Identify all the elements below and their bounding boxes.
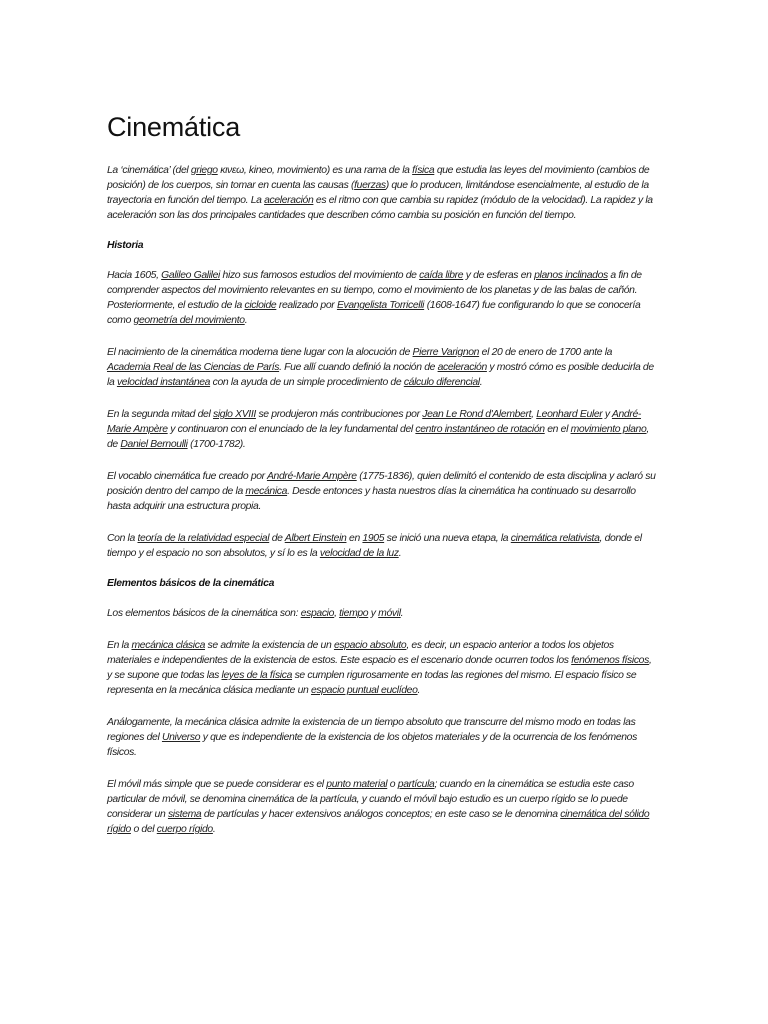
text-run: , es decir, un espacio anterior a todos los objetos materiales e independientes de la existencia de estos. Este espacio es el escenario donde ocurren todos los <box>107 640 614 666</box>
link-andré-marie-amp-re[interactable]: André-Marie Ampère <box>266 471 357 482</box>
text-run: . Desde entonces y hasta nuestros días la cinemática ha continuado su desarrollo hasta adquirir una estructura propia. <box>107 486 636 512</box>
text-run: se admite la existencia de un <box>205 640 334 651</box>
elementos-paragraph-1 <box>107 606 657 621</box>
historia-paragraph-2 <box>107 345 657 390</box>
text-run: En la segunda mitad del <box>107 409 213 420</box>
text-run: . <box>400 608 404 619</box>
text-run: y continuaron con el enunciado de la ley fundamental del <box>167 424 416 435</box>
link-cuerpo-rígido[interactable]: cuerpo rígido <box>156 824 213 835</box>
link-planos-inclinados[interactable]: planos inclinados <box>534 270 608 281</box>
text-run: realizado por <box>276 300 337 311</box>
link-móvil[interactable]: móvil <box>378 608 401 619</box>
link-teoría-de-la-relatividad-especial[interactable]: teoría de la relatividad especial <box>137 533 270 544</box>
link-fuerzas[interactable]: fuerzas <box>354 180 386 191</box>
text-run: El nacimiento de la cinemática moderna tiene lugar con la alocución de <box>107 347 413 358</box>
text-run: , de <box>107 424 649 450</box>
elementos-paragraph-4 <box>107 777 657 837</box>
text-run: y mostró cómo es posible deducirla de la <box>107 362 654 388</box>
text-run: , donde el tiempo y el espacio no son absolutos, y sí lo es la <box>107 533 642 559</box>
historia-paragraph-1 <box>107 268 657 328</box>
link-academia-real-de-las-ciencias-de-parís[interactable]: Academia Real de las Ciencias de París <box>107 362 280 373</box>
text-run: Con la <box>107 533 138 544</box>
text-run: , y se supone que todas las <box>107 655 652 681</box>
text-run: o del <box>130 824 157 835</box>
text-run: Hacia 1605, <box>107 270 162 281</box>
text-run: Análogamente, la mecánica clásica admite la existencia de un tiempo absoluto que transcurre del mismo modo en todas las regiones del <box>107 717 636 743</box>
link-cicloide[interactable]: cicloide <box>244 300 277 311</box>
link-galileo-galilei[interactable]: Galileo Galilei <box>161 270 221 281</box>
text-run: en <box>346 533 363 544</box>
text-run: κινεω, kineo, movimiento) es una rama de la <box>217 165 413 176</box>
link-caída-libre[interactable]: caída libre <box>419 270 464 281</box>
text-run: de <box>269 533 285 544</box>
link-cinemática-relativista[interactable]: cinemática relativista <box>510 533 600 544</box>
text-run: En la <box>107 640 132 651</box>
intro-paragraph <box>107 163 657 223</box>
text-run: y <box>368 608 379 619</box>
text-run: con la ayuda de un simple procedimiento de <box>210 377 404 388</box>
link-mecánica-clásica[interactable]: mecánica clásica <box>131 640 206 651</box>
section-heading-elementos: Elementos básicos de la cinemática <box>107 578 275 589</box>
link-cinemática-del-sólido-rígido[interactable]: cinemática del sólido rígido <box>107 809 650 835</box>
link-mecánica[interactable]: mecánica <box>245 486 288 497</box>
text-run: . <box>212 824 216 835</box>
historia-paragraph-4 <box>107 469 657 514</box>
text-run: el 20 de enero de 1700 ante la <box>479 347 613 358</box>
text-run: ) que lo producen, limitándose esencialmente, al estudio de la trayectoria en función del tiempo. La <box>107 180 649 206</box>
text-run: se cumplen rigurosamente en todas las regiones del mismo. El espacio físico se representa en la mecánica clásica mediante un <box>107 670 637 696</box>
page-title: Cinemática <box>107 112 241 142</box>
section-heading-historia: Historia <box>107 240 144 251</box>
link-velocidad-instantánea[interactable]: velocidad instantánea <box>116 377 211 388</box>
link-espacio-puntual-euclídeo[interactable]: espacio puntual euclídeo <box>310 685 418 696</box>
text-run: (1775-1836), quien delimitó el contenido de esta disciplina y aclaró su posición dentro del campo de la <box>107 471 656 497</box>
text-run: , <box>334 608 340 619</box>
link-velocidad-de-la-luz[interactable]: velocidad de la luz <box>319 548 399 559</box>
text-run: El móvil más simple que se puede considerar es el <box>107 779 327 790</box>
text-run: en el <box>544 424 571 435</box>
link-daniel-bernoulli[interactable]: Daniel Bernoulli <box>120 439 188 450</box>
link-fenómenos-físicos[interactable]: fenómenos físicos <box>571 655 649 666</box>
link-espacio-absoluto[interactable]: espacio absoluto <box>333 640 407 651</box>
text-run: La ‘cinemática’ (del <box>107 165 191 176</box>
link-jean-le-rond-d-alembert[interactable]: Jean Le Rond d'Alembert <box>422 409 532 420</box>
text-run: es el ritmo con que cambia su rapidez (módulo de la velocidad). La rapidez y la aceleración son las dos principales cantidades que describen cómo cambia su posición en función del tiempo. <box>107 195 653 221</box>
link-geometría-del-movimiento[interactable]: geometría del movimiento <box>133 315 245 326</box>
text-run: . <box>417 685 421 696</box>
text-run: . <box>398 548 402 559</box>
link-centro-instantáneo-de-rotación[interactable]: centro instantáneo de rotación <box>415 424 545 435</box>
text-run: y de esferas en <box>463 270 535 281</box>
link-evangelista-torricelli[interactable]: Evangelista Torricelli <box>336 300 425 311</box>
link-pierre-varignon[interactable]: Pierre Varignon <box>412 347 480 358</box>
text-run: a fin de comprender aspectos del movimiento relevantes en su tiempo, como el movimiento de los planetas y de las balas de cañón. Posteriormente, el estudio de la <box>107 270 642 311</box>
link-albert-einstein[interactable]: Albert Einstein <box>284 533 347 544</box>
link-cálculo-diferencial[interactable]: cálculo diferencial <box>403 377 480 388</box>
text-run: y que es independiente de la existencia de los objetos materiales y de la ocurrencia de los fenómenos físicos. <box>107 732 637 758</box>
link-griego[interactable]: griego <box>190 165 218 176</box>
text-run: (1608-1647) fue configurando lo que se conocería como <box>107 300 641 326</box>
link-aceleración[interactable]: aceleración <box>437 362 487 373</box>
text-run: de partículas y hacer extensivos análogos conceptos; en este caso se le denomina <box>201 809 561 820</box>
text-run: . Fue allí cuando definió la noción de <box>279 362 438 373</box>
link-tiempo[interactable]: tiempo <box>339 608 369 619</box>
text-run: El vocablo cinemática fue creado por <box>107 471 267 482</box>
text-run: ; cuando en la cinemática se estudia este caso particular de móvil, se denomina cinemática de la partícula, y cuando el móvil bajo estudio es un cuerpo rígido se lo puede considerar un <box>107 779 634 820</box>
link-leyes-de-la-física[interactable]: leyes de la física <box>221 670 293 681</box>
link-universo[interactable]: Universo <box>161 732 201 743</box>
link-movimiento-plano[interactable]: movimiento plano <box>570 424 647 435</box>
link-1905[interactable]: 1905 <box>362 533 385 544</box>
text-run: hizo sus famosos estudios del movimiento de <box>220 270 420 281</box>
text-run: y <box>602 409 612 420</box>
link-espacio[interactable]: espacio <box>300 608 335 619</box>
text-run: . <box>244 315 248 326</box>
text-run: se produjeron más contribuciones por <box>255 409 423 420</box>
elementos-paragraph-2 <box>107 638 657 698</box>
link-física[interactable]: física <box>412 165 435 176</box>
historia-paragraph-3 <box>107 407 657 452</box>
text-run: (1700-1782). <box>187 439 246 450</box>
text-run: . <box>479 377 483 388</box>
text-run: , <box>531 409 537 420</box>
elementos-paragraph-3 <box>107 715 657 760</box>
text-run: o <box>387 779 398 790</box>
text-run: que estudia las leyes del movimiento (cambios de posición) de los cuerpos, sin tomar en cuenta las causas ( <box>107 165 650 191</box>
link-leonhard-euler[interactable]: Leonhard Euler <box>536 409 603 420</box>
link-punto-material[interactable]: punto material <box>326 779 388 790</box>
link-partícula[interactable]: partícula <box>397 779 435 790</box>
link-siglo-xviii[interactable]: siglo XVIII <box>212 409 256 420</box>
link-aceleración[interactable]: aceleración <box>264 195 314 206</box>
link-sistema[interactable]: sistema <box>167 809 202 820</box>
historia-paragraph-5 <box>107 531 657 561</box>
text-run: se inició una nueva etapa, la <box>384 533 511 544</box>
text-run: Los elementos básicos de la cinemática son: <box>107 608 301 619</box>
document-page <box>107 112 657 854</box>
link-andré-marie-amp-re[interactable]: André-Marie Ampère <box>107 409 642 435</box>
